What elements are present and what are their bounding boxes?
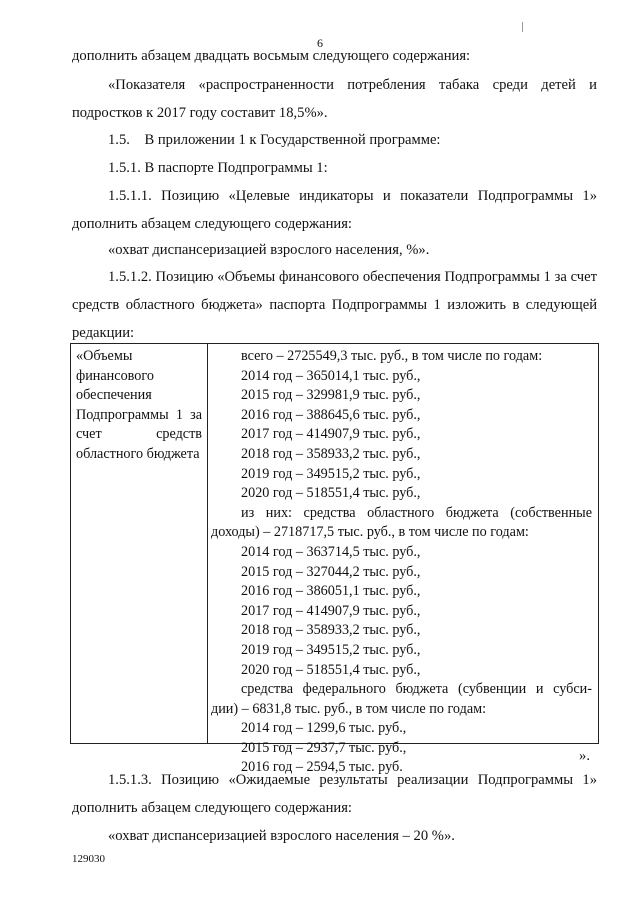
funding-line: 2016 год – 388645,6 тыс. руб.,	[241, 406, 421, 423]
funding-line: 2014 год – 365014,1 тыс. руб.,	[241, 367, 421, 384]
paragraph-section-1-5-1-3: 1.5.1.3. Позицию «Ожидаемые результаты реализации Подпрограммы 1» дополнить абзацем следующего содержания:	[72, 772, 597, 816]
paragraph-section-1-5-1: 1.5.1. В паспорте Подпрограммы 1:	[108, 160, 328, 176]
funding-line: 2015 год – 2937,7 тыс. руб.,	[241, 739, 407, 756]
funding-table	[70, 343, 599, 776]
paragraph-section-1-5: 1.5. В приложении 1 к Государственной программе:	[108, 132, 441, 148]
funding-line: 2014 год – 1299,6 тыс. руб.,	[241, 720, 407, 737]
paragraph-section-1-5-1-1: 1.5.1.1. Позицию «Целевые индикаторы и показатели Подпрограммы 1» дополнить абзацем следующего содержания:	[72, 188, 597, 232]
paragraph-intro: дополнить абзацем двадцать восьмым следующего содержания:	[72, 48, 471, 64]
funding-line: дии) – 6831,8 тыс. руб., в том числе по годам:	[211, 700, 487, 717]
funding-line: 2018 год – 358933,2 тыс. руб.,	[241, 445, 421, 462]
funding-line: 2019 год – 349515,2 тыс. руб.,	[241, 465, 421, 482]
closing-quote: ».	[579, 748, 590, 764]
funding-line: из них: средства областного бюджета (собственные	[241, 504, 592, 521]
funding-line: доходы) – 2718717,5 тыс. руб., в том числе по годам:	[211, 524, 529, 541]
paragraph-dispensary-coverage: «охват диспансеризацией взрослого населения, %».	[108, 242, 430, 258]
funding-line: 2016 год – 386051,1 тыс. руб.,	[241, 583, 421, 600]
funding-line: 2018 год – 358933,2 тыс. руб.,	[241, 622, 421, 639]
paragraph-tobacco-indicator: «Показателя «распространенности потребления табака среди детей и подростков к 2017 году составит 18,5%».	[72, 77, 597, 121]
table-column-divider	[207, 344, 208, 743]
page-edge-mark	[522, 22, 523, 32]
table-right-cell	[211, 347, 592, 778]
funding-line: 2017 год – 414907,9 тыс. руб.,	[241, 602, 421, 619]
funding-line: 2015 год – 327044,2 тыс. руб.,	[241, 563, 421, 580]
funding-line: 2016 год – 2594,5 тыс. руб.	[241, 759, 403, 776]
funding-line: 2014 год – 363714,5 тыс. руб.,	[241, 543, 421, 560]
funding-line: 2020 год – 518551,4 тыс. руб.,	[241, 661, 421, 678]
funding-line: средства федерального бюджета (субвенции и субси-	[241, 681, 592, 698]
funding-line: 2015 год – 329981,9 тыс. руб.,	[241, 387, 421, 404]
funding-line: всего – 2725549,3 тыс. руб., в том числе по годам:	[241, 348, 543, 364]
table-left-cell: «Объемы финансового обеспечения Подпрограммы 1 за счет средств областного бюджета	[76, 348, 202, 462]
funding-line: 2017 год – 414907,9 тыс. руб.,	[241, 426, 421, 443]
funding-line: 2020 год – 518551,4 тыс. руб.,	[241, 485, 421, 502]
paragraph-section-1-5-1-2: 1.5.1.2. Позицию «Объемы финансового обеспечения Подпрограммы 1 за счет средств областного бюджета» паспорта Подпрограммы 1 изложить в следующей редакции:	[72, 269, 597, 341]
page-number: 6	[317, 36, 323, 50]
paragraph-dispensary-target: «охват диспансеризацией взрослого населения – 20 %».	[108, 828, 455, 844]
document-code: 129030	[72, 853, 105, 865]
funding-line: 2019 год – 349515,2 тыс. руб.,	[241, 641, 421, 658]
